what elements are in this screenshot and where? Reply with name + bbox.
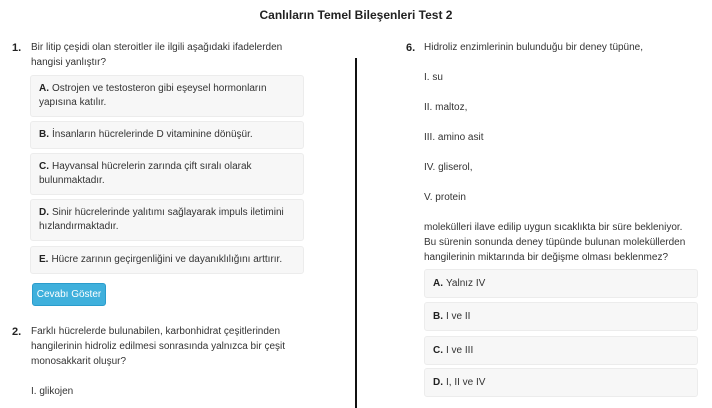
- option-text: Sinir hücrelerinde yalıtımı sağlayarak impuls iletimini hızlandırmaktadır.: [39, 207, 284, 232]
- question-2-number: 2.: [12, 326, 22, 338]
- question-1-text: Bir litip çeşidi olan steroitler ile ilgili aşağıdaki ifadelerden hangisi yanlıştır?: [31, 42, 283, 68]
- option-letter: A.: [39, 83, 49, 94]
- question-6-item-4: IV. gliserol,: [424, 162, 473, 173]
- question-6-text: Hidroliz enzimlerinin bulunduğu bir deney tüpüne,: [424, 42, 644, 53]
- option-letter: D.: [433, 376, 443, 388]
- show-answer-button[interactable]: Cevabı Göster: [32, 283, 106, 306]
- option-text: İnsanların hücrelerinde D vitaminine dönüşür.: [52, 129, 253, 140]
- option-letter: C.: [39, 161, 49, 172]
- option-text: Yalnız IV: [446, 277, 486, 289]
- question-2-item-1: I. glikojen: [31, 386, 74, 397]
- option-letter: C.: [433, 344, 443, 356]
- question-6-item-1: I. su: [424, 72, 443, 83]
- question-6-item-2: II. maltoz,: [424, 102, 468, 113]
- question-1-option-a[interactable]: [30, 75, 304, 117]
- option-text: Ostrojen ve testosteron gibi eşeysel hormonların yapısına katılır.: [39, 83, 267, 108]
- question-6-item-5: V. protein: [424, 192, 466, 203]
- question-6-option-b[interactable]: [424, 302, 698, 331]
- option-text: I ve II: [446, 310, 471, 322]
- question-6-option-a[interactable]: [424, 269, 698, 298]
- option-letter: E.: [39, 254, 49, 265]
- question-1-option-c[interactable]: [30, 153, 304, 195]
- option-letter: A.: [433, 277, 443, 289]
- question-6-option-c[interactable]: [424, 336, 698, 365]
- question-1-option-d[interactable]: [30, 199, 304, 241]
- page-title: Canlıların Temel Bileşenleri Test 2: [259, 8, 453, 22]
- question-1-option-e[interactable]: [30, 246, 304, 274]
- column-divider: [355, 58, 357, 408]
- option-letter: B.: [433, 310, 443, 322]
- option-letter: B.: [39, 129, 49, 140]
- option-text: Hayvansal hücrelerin zarında çift sıralı olarak bulunmaktadır.: [39, 161, 252, 186]
- option-text: I, II ve IV: [446, 376, 486, 388]
- option-letter: D.: [39, 207, 49, 218]
- question-6-option-d[interactable]: [424, 368, 698, 397]
- option-text: I ve III: [446, 344, 474, 356]
- question-6-text-continued: molekülleri ilave edilip uygun sıcaklıkta bir süre bekleniyor. Bu sürenin sonunda deney tüpünde bulunan moleküllerden hangilerinin miktarında bir değişme olması beklenmez?: [424, 222, 686, 263]
- option-text: Hücre zarının geçirgenliğini ve dayanıklılığını arttırır.: [51, 254, 283, 265]
- question-6-number: 6.: [406, 42, 416, 54]
- question-6-item-3: III. amino asit: [424, 132, 484, 143]
- question-1-number: 1.: [12, 42, 22, 54]
- question-2-text: Farklı hücrelerde bulunabilen, karbonhidrat çeşitlerinden hangilerinin hidroliz edilmesi sonrasında yalnızca bir çeşit monosakkarit oluşur?: [31, 326, 286, 367]
- question-1-option-b[interactable]: [30, 121, 304, 149]
